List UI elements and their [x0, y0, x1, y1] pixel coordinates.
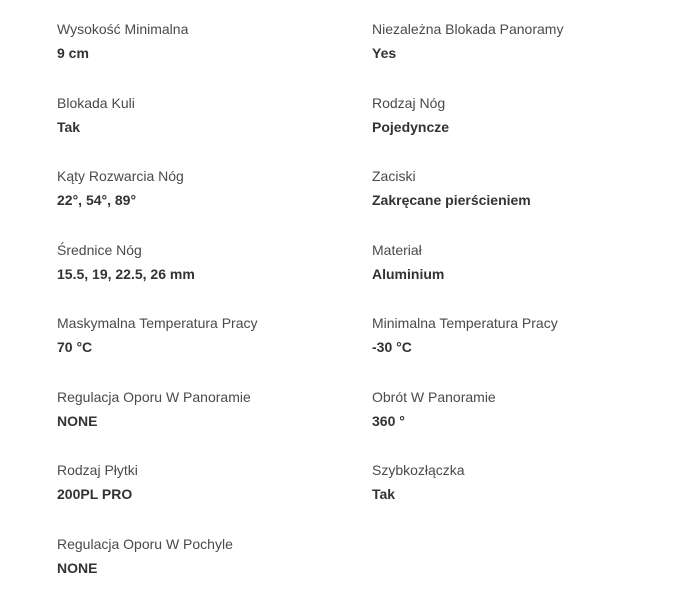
spec-label: Wysokość Minimalna [57, 20, 372, 38]
spec-min-temperature [372, 314, 657, 388]
spec-leg-locks [372, 167, 657, 241]
spec-label: Rodzaj Nóg [372, 94, 657, 112]
spec-value: -30 °C [372, 338, 657, 356]
spec-plate-type [57, 461, 372, 535]
spec-label: Materiał [372, 241, 657, 259]
spec-label: Szybkozłączka [372, 461, 657, 479]
spec-label: Kąty Rozwarcia Nóg [57, 167, 372, 185]
spec-value: 22°, 54°, 89° [57, 191, 372, 209]
spec-label: Maskymalna Temperatura Pracy [57, 314, 372, 332]
spec-value: 15.5, 19, 22.5, 26 mm [57, 265, 372, 283]
spec-value: Pojedyncze [372, 118, 657, 136]
spec-value: 9 cm [57, 44, 372, 62]
spec-value: Tak [372, 485, 657, 503]
spec-independent-pan-lock [372, 20, 657, 94]
spec-label: Obrót W Panoramie [372, 388, 657, 406]
spec-leg-diameters [57, 241, 372, 315]
spec-value: Yes [372, 44, 657, 62]
spec-label: Blokada Kuli [57, 94, 372, 112]
spec-value: Zakręcane pierścieniem [372, 191, 657, 209]
spec-value: Aluminium [372, 265, 657, 283]
spec-material [372, 241, 657, 315]
spec-min-height [57, 20, 372, 94]
spec-value: Tak [57, 118, 372, 136]
spec-value: 360 ° [372, 412, 657, 430]
spec-value: NONE [57, 559, 372, 577]
spec-value: 200PL PRO [57, 485, 372, 503]
spec-quick-release [372, 461, 657, 535]
spec-label: Minimalna Temperatura Pracy [372, 314, 657, 332]
spec-label: Zaciski [372, 167, 657, 185]
spec-value: NONE [57, 412, 372, 430]
spec-max-temperature [57, 314, 372, 388]
spec-label: Regulacja Oporu W Panoramie [57, 388, 372, 406]
spec-label: Regulacja Oporu W Pochyle [57, 535, 372, 553]
spec-leg-type [372, 94, 657, 168]
spec-pan-drag [57, 388, 372, 462]
spec-value: 70 °C [57, 338, 372, 356]
spec-label: Rodzaj Płytki [57, 461, 372, 479]
spec-leg-angles [57, 167, 372, 241]
spec-pan-rotation [372, 388, 657, 462]
spec-label: Średnice Nóg [57, 241, 372, 259]
spec-label: Niezależna Blokada Panoramy [372, 20, 657, 38]
specifications-grid [57, 20, 657, 608]
spec-ball-lock [57, 94, 372, 168]
